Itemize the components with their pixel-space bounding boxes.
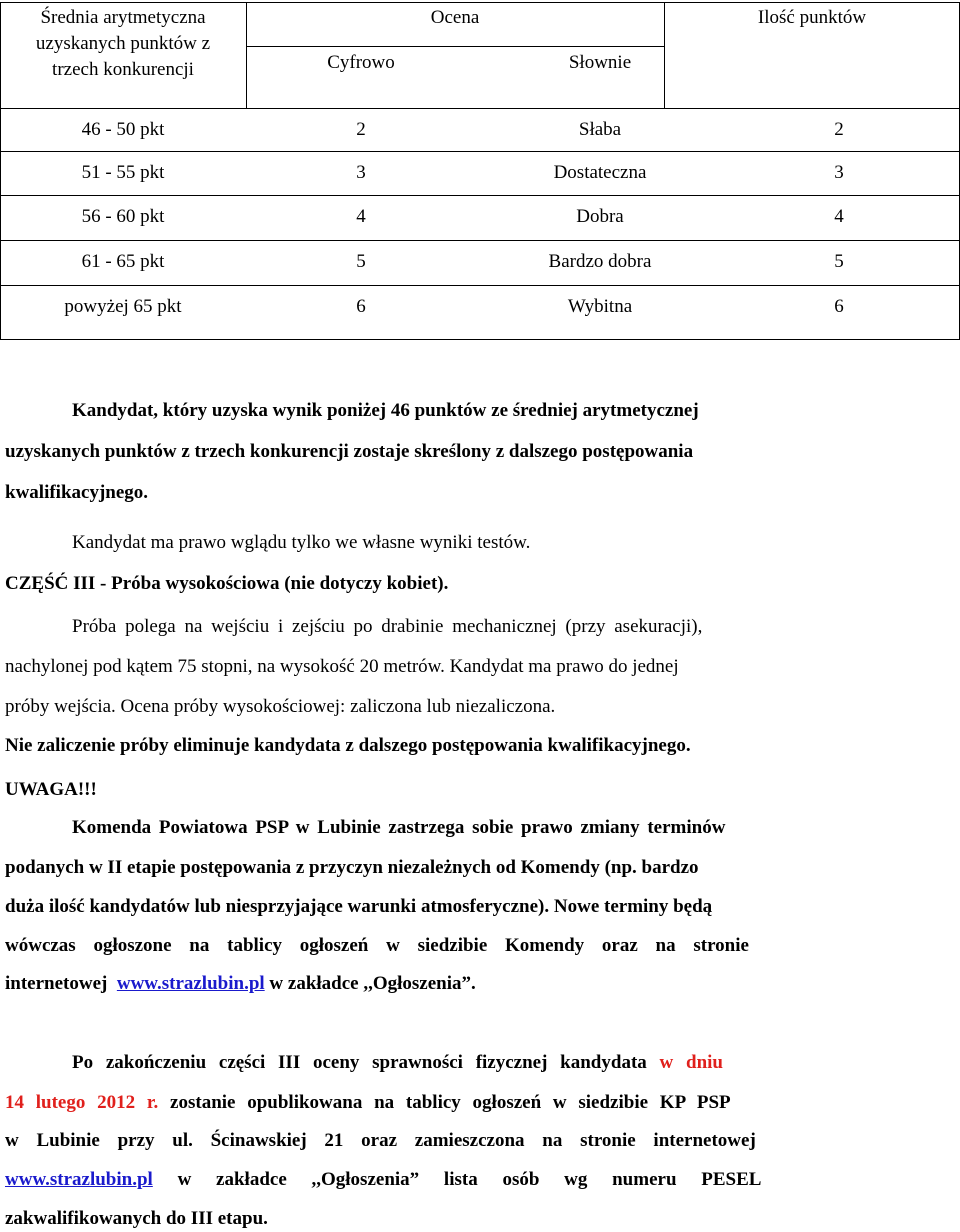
schedule-change-line5-pre: internetowej	[5, 973, 108, 994]
results-access-note: Kandydat ma prawo wglądu tylko we własne wyniki testów.	[72, 532, 531, 553]
schedule-change-line5-post: w zakładce ,,Ogłoszenia”.	[269, 973, 476, 994]
digit-cell: 2	[356, 119, 366, 140]
schedule-change-line1: Komenda Powiatowa PSP w Lubinie zastrzega sobie prawo zmiany terminów	[72, 817, 726, 838]
height-test-line1: Próba polega na wejściu i zejściu po drabinie mechanicznej (przy asekuracji),	[72, 616, 703, 637]
publication-line4-text: w zakładce ,,Ogłoszenia” lista osób wg numeru PESEL	[177, 1169, 762, 1190]
word-cell: Wybitna	[567, 296, 633, 317]
points-cell: 4	[834, 206, 844, 227]
digit-cell: 6	[356, 296, 366, 317]
points-cell: 5	[834, 251, 844, 272]
points-cell: 6	[834, 296, 844, 317]
publication-line1	[72, 1050, 862, 1076]
header-ocena: Ocena	[430, 7, 480, 28]
range-cell: 56 - 60 pkt	[81, 206, 165, 227]
header-ilosc-punktow: Ilość punktów	[757, 7, 867, 28]
word-cell: Dobra	[576, 206, 624, 227]
publication-line2	[5, 1090, 859, 1116]
schedule-change-line5	[5, 971, 859, 997]
height-test-line3: próby wejścia. Ocena próby wysokościowej: zaliczona lub niezaliczona.	[5, 696, 556, 717]
word-cell: Słaba	[578, 119, 622, 140]
schedule-change-line3: duża ilość kandydatów lub niesprzyjające warunki atmosferyczne). Nowe terminy będą	[5, 896, 713, 917]
schedule-change-line4: wówczas ogłoszone na tablicy ogłoszeń w siedzibie Komendy oraz na stronie	[5, 935, 749, 956]
section-heading-part3: CZĘŚĆ III - Próba wysokościowa (nie dotyczy kobiet).	[5, 573, 449, 594]
points-cell: 3	[834, 162, 844, 183]
schedule-change-line2: podanych w II etapie postępowania z przyczyn niezależnych od Komendy (np. bardzo	[5, 857, 699, 878]
website-link[interactable]: www.strazlubin.pl	[116, 973, 265, 994]
range-cell: 51 - 55 pkt	[81, 162, 165, 183]
publication-date: 14 lutego 2012 r.	[5, 1092, 159, 1113]
word-cell: Bardzo dobra	[548, 251, 652, 272]
header-slownie: Słownie	[568, 52, 632, 73]
header-cyfrowo: Cyfrowo	[327, 52, 395, 73]
warning-heading: UWAGA!!!	[5, 779, 97, 800]
publication-line1-text: Po zakończeniu części III oceny sprawności fizycznej kandydata	[72, 1052, 647, 1073]
range-cell: 61 - 65 pkt	[81, 251, 165, 272]
publication-line4	[5, 1167, 859, 1193]
score-table	[0, 0, 960, 340]
publication-line5: zakwalifikowanych do III etapu.	[5, 1208, 268, 1229]
elimination-note: Nie zaliczenie próby eliminuje kandydata z dalszego postępowania kwalifikacyjnego.	[5, 735, 691, 756]
publication-line2-text: zostanie opublikowana na tablicy ogłoszeń w siedzibie KP PSP	[170, 1092, 731, 1113]
digit-cell: 4	[356, 206, 366, 227]
digit-cell: 5	[356, 251, 366, 272]
range-cell: powyżej 65 pkt	[64, 296, 182, 317]
disqualification-paragraph-line2: uzyskanych punktów z trzech konkurencji zostaje skreślony z dalszego postępowania	[5, 441, 694, 462]
publication-line3: w Lubinie przy ul. Ścinawskiej 21 oraz zamieszczona na stronie internetowej	[5, 1130, 756, 1151]
digit-cell: 3	[356, 162, 366, 183]
points-cell: 2	[834, 119, 844, 140]
range-cell: 46 - 50 pkt	[81, 119, 165, 140]
disqualification-paragraph-line1: Kandydat, który uzyska wynik poniżej 46 punktów ze średniej arytmetycznej	[72, 400, 699, 421]
height-test-line2: nachylonej pod kątem 75 stopni, na wysokość 20 metrów. Kandydat ma prawo do jednej	[5, 656, 679, 677]
header-average-points: Średnia arytmetyczna uzyskanych punktów z trzech konkurencji	[35, 7, 211, 80]
disqualification-paragraph-line3: kwalifikacyjnego.	[5, 482, 149, 503]
word-cell: Dostateczna	[553, 162, 647, 183]
publication-date-prefix: w dniu	[659, 1052, 723, 1073]
website-link-2[interactable]: www.strazlubin.pl	[5, 1169, 153, 1190]
